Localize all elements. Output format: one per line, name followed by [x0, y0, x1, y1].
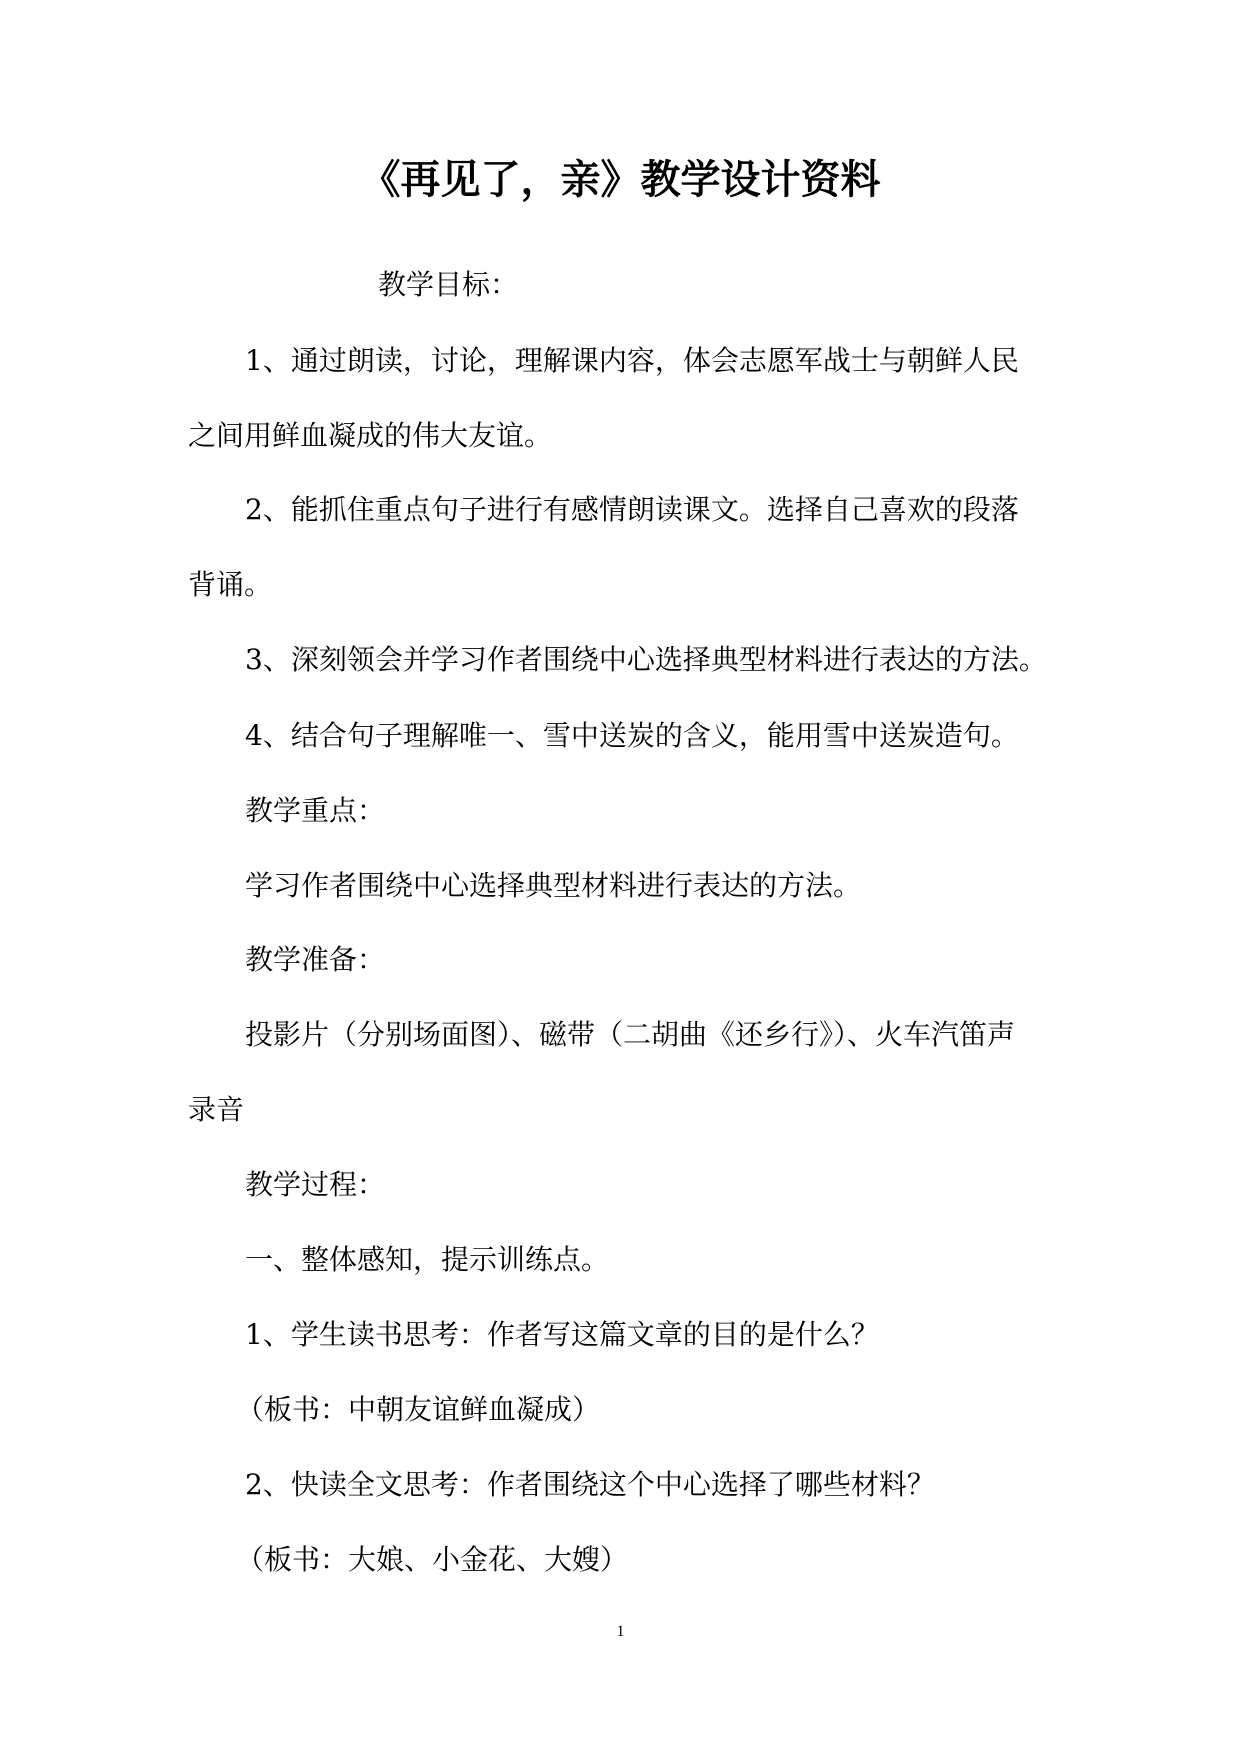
paragraph-goal-1-continued: 之间用鲜血凝成的伟大友谊。: [188, 419, 553, 452]
paragraph-goal-2-continued: 背诵。: [188, 568, 273, 601]
paragraph-process-heading: 教学过程：: [245, 1168, 386, 1201]
paragraph-key-points-heading: 教学重点：: [245, 794, 386, 827]
paragraph-board-note-2: （板书：大娘、小金花、大嫂）: [236, 1543, 629, 1576]
paragraph-section-1: 一、整体感知，提示训练点。: [245, 1243, 610, 1276]
paragraph-goal-2: 2、能抓住重点句子进行有感情朗读课文。选择自己喜欢的段落: [245, 493, 1019, 526]
document-title: 《再见了，亲》教学设计资料: [360, 156, 881, 203]
paragraph-step-1: 1、学生读书思考：作者写这篇文章的目的是什么？: [245, 1318, 879, 1351]
paragraph-goal-1: 1、通过朗读，讨论，理解课内容，体会志愿军战士与朝鲜人民: [245, 344, 1019, 377]
paragraph-step-2: 2、快读全文思考：作者围绕这个中心选择了哪些材料？: [245, 1468, 935, 1501]
page-number: 1: [616, 1623, 625, 1640]
paragraph-preparation: 投影片（分别场面图）、磁带（二胡曲《还乡行》）、火车汽笛声: [245, 1018, 1016, 1051]
paragraph-goal-4: 4、结合句子理解唯一、雪中送炭的含义，能用雪中送炭造句。: [245, 719, 1019, 752]
paragraph-preparation-continued: 录音: [188, 1093, 245, 1126]
paragraph-board-note-1: （板书：中朝友谊鲜血凝成）: [236, 1393, 601, 1426]
paragraph-teaching-goals-heading: 教学目标：: [378, 268, 519, 301]
paragraph-goal-3: 3、深刻领会并学习作者围绕中心选择典型材料进行表达的方法。: [245, 643, 1047, 676]
paragraph-key-points: 学习作者围绕中心选择典型材料进行表达的方法。: [245, 869, 862, 902]
paragraph-preparation-heading: 教学准备：: [245, 943, 386, 976]
